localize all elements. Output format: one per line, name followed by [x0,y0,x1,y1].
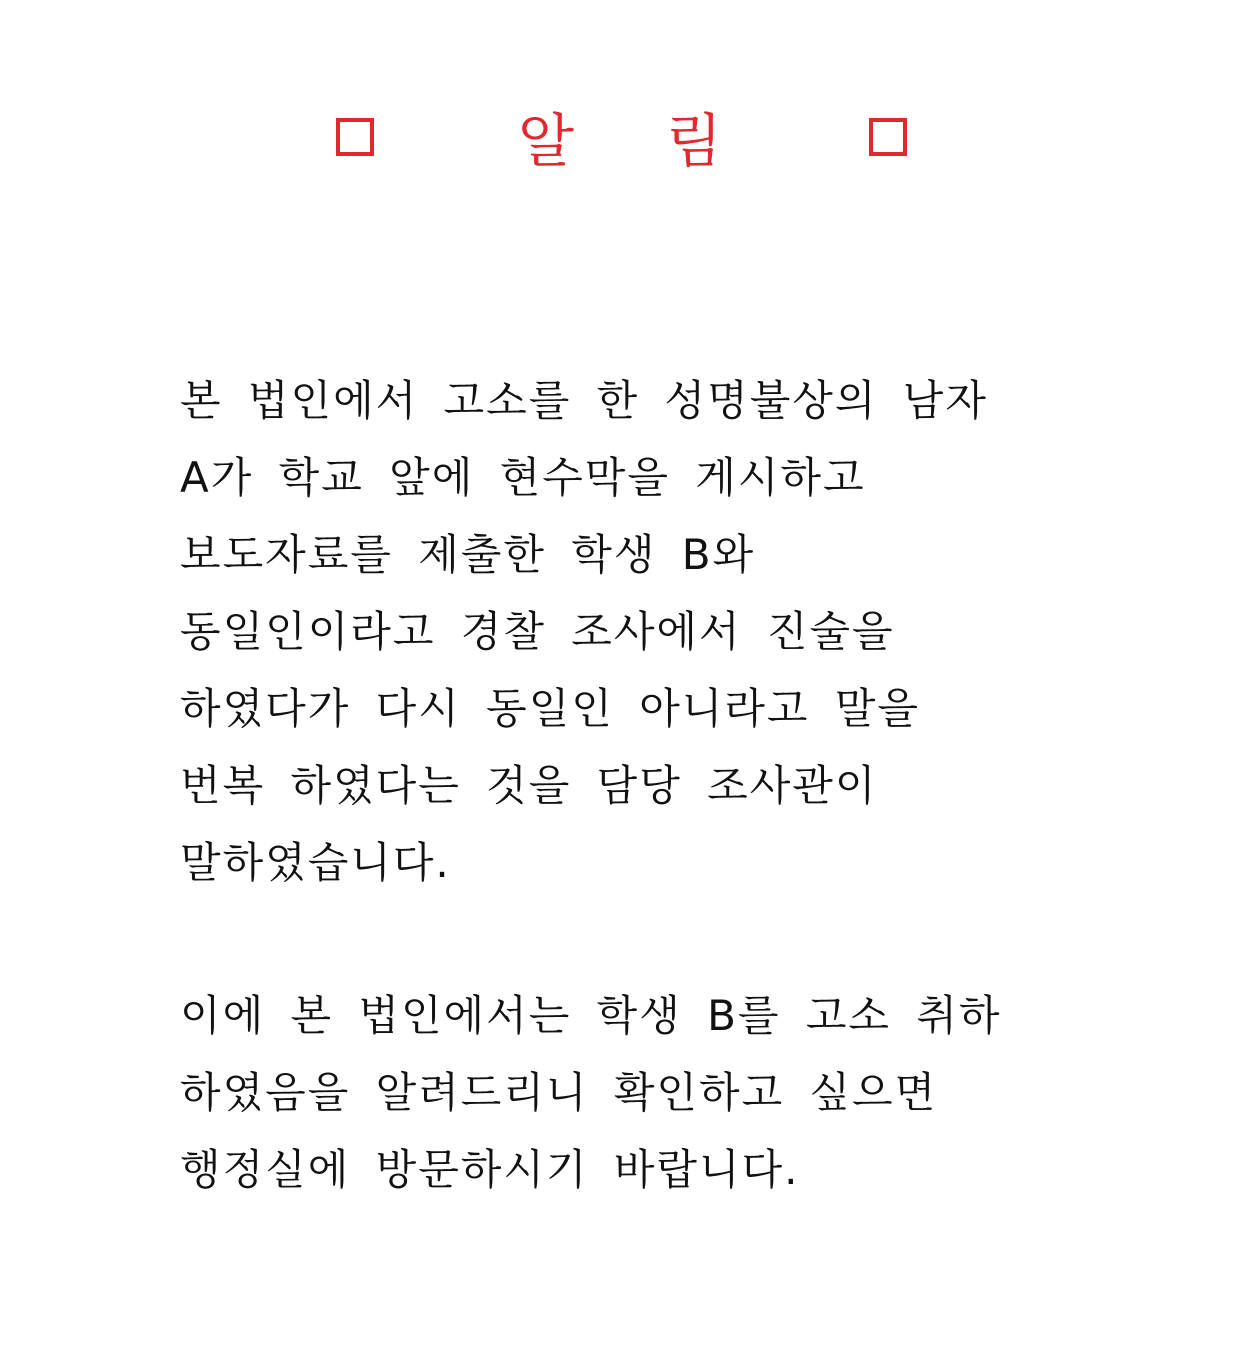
paragraph-1-line-4: 동일인이라고 경찰 조사에서 진술을 [180,607,895,656]
title-char-2: 림 [666,107,723,175]
notice-title [0,108,1237,178]
paragraph-1-line-2: A가 학교 앞에 현수막을 게시하고 [180,453,866,502]
paragraph-2-line-2: 하였음을 알려드리니 확인하고 싶으면 [180,1068,938,1117]
paragraph-1-line-1: 본 법인에서 고소를 한 성명불상의 남자 [180,376,988,425]
paragraph-1-line-5: 하였다가 다시 동일인 아니라고 말을 [180,684,920,733]
notice-paragraph-2 [180,977,1140,1208]
paragraph-2-line-3: 행정실에 방문하시기 바랍니다. [180,1145,800,1194]
paragraph-1-line-6: 번복 하였다는 것을 담당 조사관이 [180,761,878,810]
title-box-left-icon [336,118,374,156]
title-char-1: 알 [518,107,575,175]
notice-paragraph-1 [180,362,1140,901]
paragraph-1-line-7: 말하였습니다. [180,838,451,887]
paragraph-1-line-3: 보도자료를 제출한 학생 B와 [180,530,756,579]
title-box-right-icon [869,118,907,156]
paragraph-2-line-1: 이에 본 법인에서는 학생 B를 고소 취하 [180,991,1002,1040]
